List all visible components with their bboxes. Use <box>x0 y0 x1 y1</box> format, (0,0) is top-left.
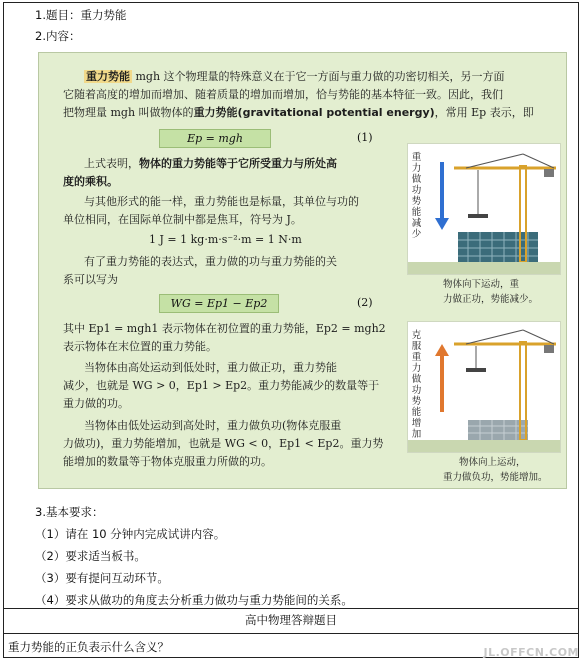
figure-1-caption-line-1: 物体向下运动，重 <box>443 279 520 290</box>
textbook-paragraph-4a: 有了重力势能的表达式，重力做的功与重力势能的关 <box>84 255 337 268</box>
textbook-page <box>38 52 567 489</box>
textbook-paragraph-7c: 能增加的数量等于物体克服重力所做的功。 <box>63 455 272 468</box>
unit-equation: 1 J = 1 kg·m·s⁻²·m = 1 N·m <box>149 233 302 246</box>
textbook-paragraph-3a: 与其他形式的能一样，重力势能也是标量，其单位与功的 <box>84 195 359 208</box>
crane-up-illustration <box>408 322 560 452</box>
requirement-item: （2）要求适当板书。 <box>35 549 146 563</box>
figure-crane-up <box>407 321 561 453</box>
divider-line <box>3 633 579 634</box>
requirements-title: 3.基本要求： <box>35 505 104 519</box>
figure-2-caption-line-1: 物体向上运动， <box>459 457 526 468</box>
figure-2-side-label: 克服重力做功势能增加 <box>411 330 422 440</box>
section-title: 高中物理答辩题目 <box>245 613 337 627</box>
textbook-paragraph-1b: 它随着高度的增加而增加、随着质量的增加而增加，恰与势能的基本特征一致。因此，我们 <box>63 88 503 101</box>
equation-1-box: Ep = mgh <box>159 129 271 148</box>
figure-1-caption-line-2: 力做正功，势能减少。 <box>443 294 539 305</box>
textbook-paragraph-4b: 系可以写为 <box>63 273 118 286</box>
figure-2-caption-line-2: 重力做负功，势能增加。 <box>443 472 548 483</box>
requirement-item: （1）请在 10 分钟内完成试讲内容。 <box>35 527 226 541</box>
textbook-paragraph-5a: 其中 Ep1 = mgh1 表示物体在初位置的重力势能，Ep2 = mgh2 <box>63 322 386 335</box>
figure-1-side-label: 重力做功势能减少 <box>411 152 422 240</box>
requirement-item: （3）要有提问互动环节。 <box>35 571 169 585</box>
watermark: JL.OFFCN.COM <box>483 646 579 659</box>
textbook-paragraph-6a: 当物体由高处运动到低处时，重力做正功，重力势能 <box>84 361 337 374</box>
equation-1-number: (1) <box>357 131 373 144</box>
topic-line: 1.题目：重力势能 <box>35 8 127 22</box>
requirement-item: （4）要求从做功的角度去分析重力做功与重力势能间的关系。 <box>35 593 353 607</box>
textbook-paragraph-1c: 把物理量 mgh 叫做物体的重力势能(gravitational potential energy)，常用 Ep 表示，即 <box>63 106 534 119</box>
textbook-paragraph-7b: 力做功)，重力势能增加，也就是 WG < 0，Ep1 < Ep2。重力势 <box>63 437 384 450</box>
term-highlight: 重力势能 <box>86 70 130 83</box>
textbook-paragraph-1a: 重力势能 mgh 这个物理量的特殊意义在于它一方面与重力做的功密切相关，另一方面 <box>86 70 505 83</box>
question-text: 重力势能的正负表示什么含义？ <box>8 640 169 654</box>
textbook-paragraph-5b: 表示物体在末位置的重力势能。 <box>63 340 217 353</box>
textbook-paragraph-2b: 度的乘积。 <box>63 175 118 188</box>
textbook-paragraph-3b: 单位相同，在国际单位制中都是焦耳，符号为 J。 <box>63 213 302 226</box>
equation-2-number: (2) <box>357 296 373 309</box>
figure-crane-down <box>407 143 561 275</box>
definition-bold: 重力势能(gravitational potential energy) <box>193 106 435 119</box>
textbook-paragraph-6b: 减少，也就是 WG > 0，Ep1 > Ep2。重力势能减少的数量等于 <box>63 379 380 392</box>
textbook-paragraph-2a: 上式表明，物体的重力势能等于它所受重力与所处高 <box>84 157 337 170</box>
crane-down-illustration <box>408 144 560 274</box>
textbook-paragraph-6c: 重力做的功。 <box>63 397 129 410</box>
divider-line <box>3 608 579 609</box>
content-label: 2.内容： <box>35 29 81 43</box>
equation-2-box: WG = Ep1 − Ep2 <box>159 294 279 313</box>
textbook-paragraph-7a: 当物体由低处运动到高处时，重力做负功(物体克服重 <box>84 419 342 432</box>
